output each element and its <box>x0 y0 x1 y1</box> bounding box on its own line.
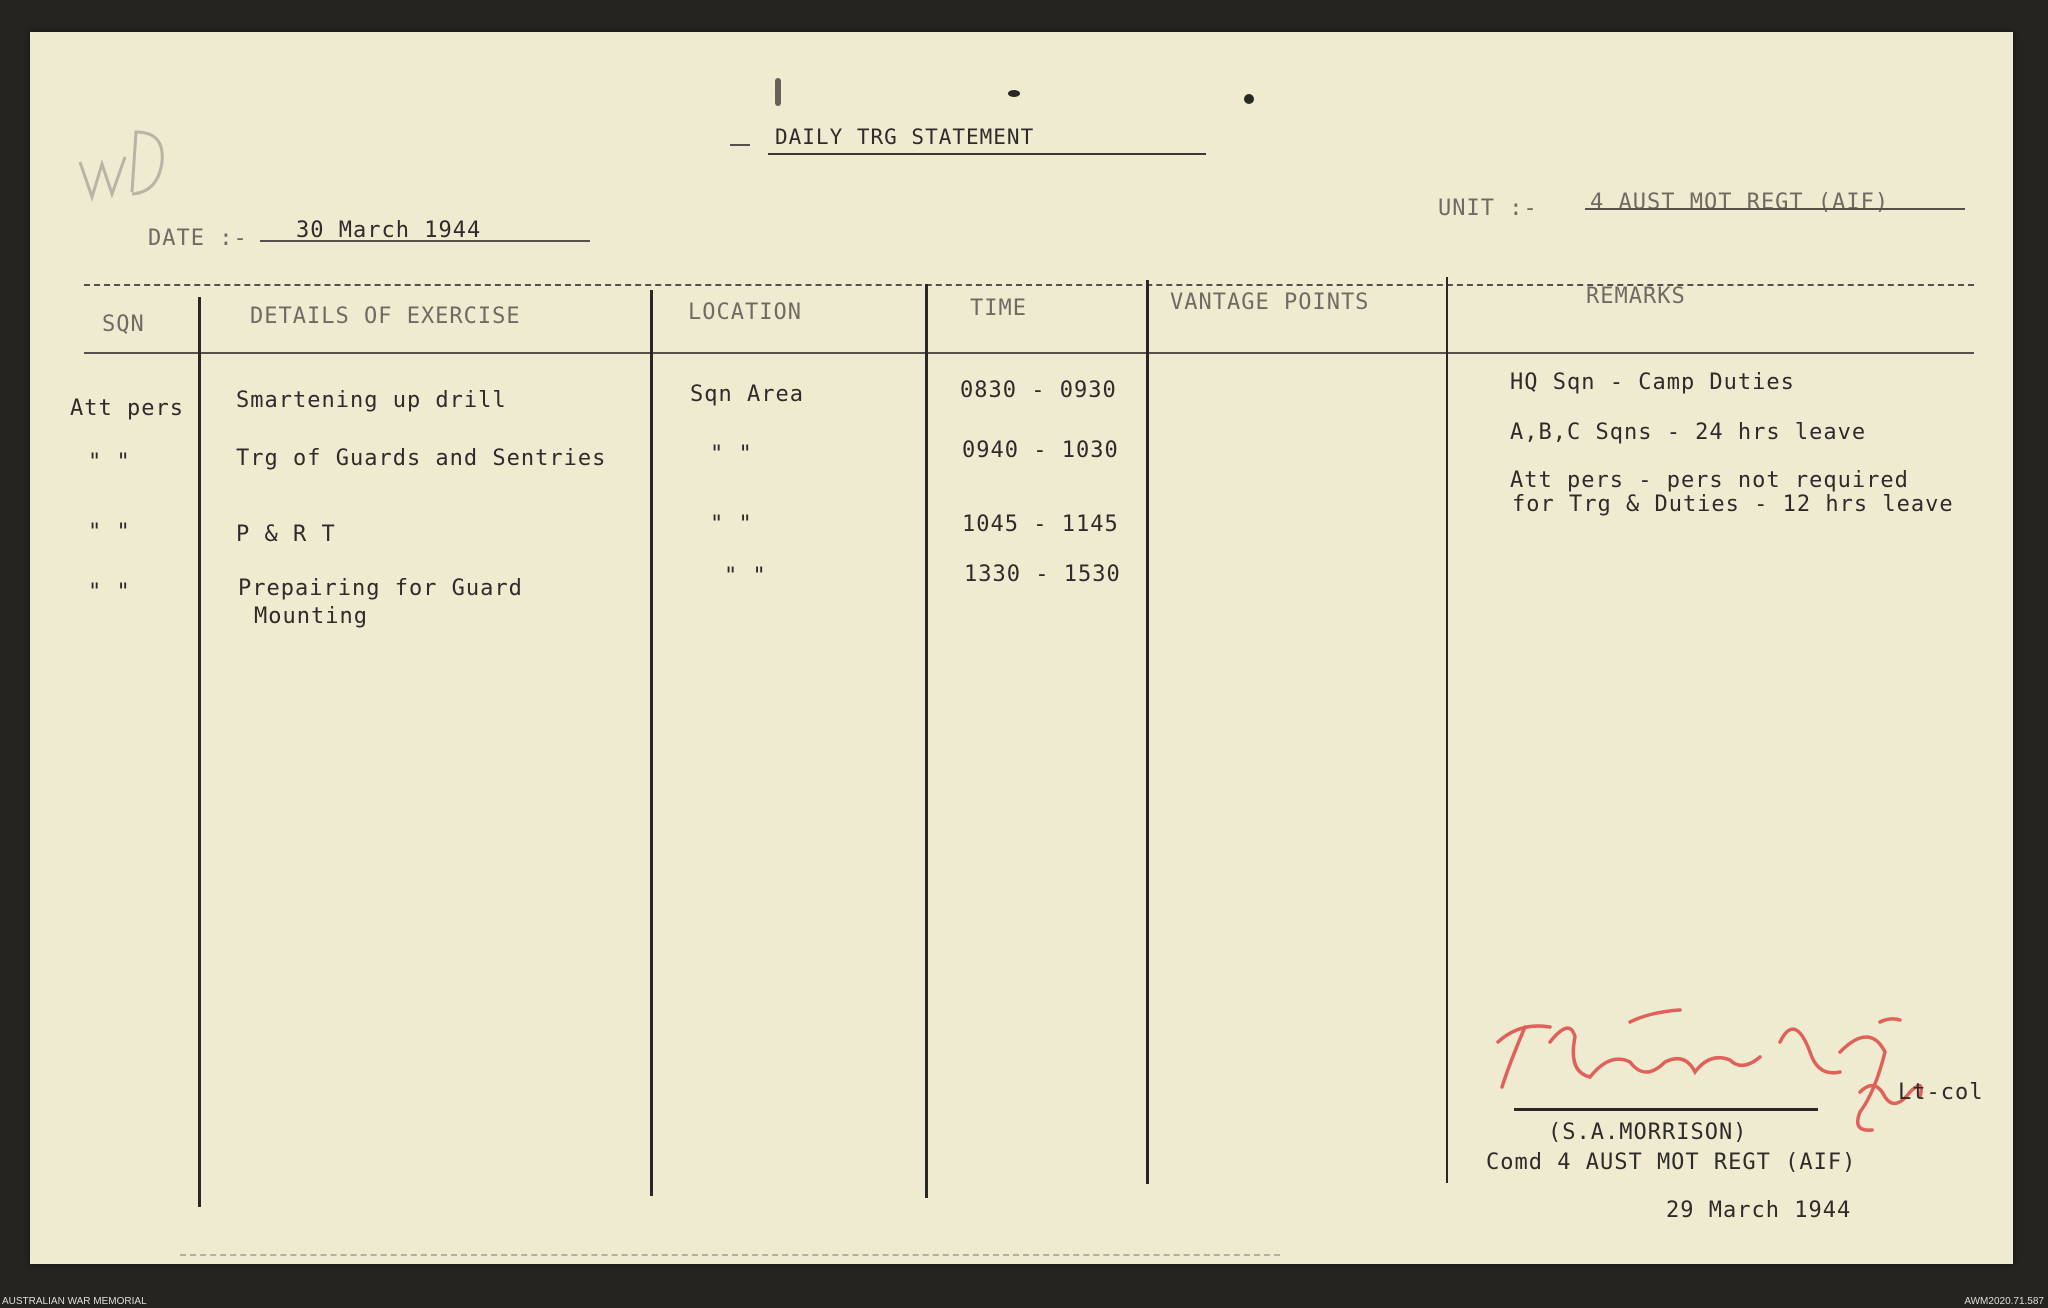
table-row-details-cont: Mounting <box>254 604 368 629</box>
column-header-details: DETAILS OF EXERCISE <box>250 304 521 329</box>
table-row-location: " " <box>710 442 753 467</box>
table-row-time: 0940 - 1030 <box>962 438 1119 463</box>
date-label: DATE :- <box>148 226 248 251</box>
document-page <box>30 32 2013 1264</box>
remarks-line: Att pers - pers not required <box>1510 468 1909 493</box>
table-row-sqn: " " <box>88 450 131 475</box>
footer-right-caption: AWM2020.71.587 <box>1964 1296 2044 1307</box>
title-dash <box>730 144 750 146</box>
title-underline <box>768 153 1206 155</box>
unit-label: UNIT :- <box>1438 196 1538 221</box>
table-row-location: Sqn Area <box>690 382 804 407</box>
unit-value: 4 AUST MOT REGT (AIF) <box>1590 190 1890 215</box>
column-divider <box>650 290 653 1196</box>
column-header-sqn: SQN <box>102 312 145 337</box>
column-divider <box>925 284 928 1198</box>
remarks-line: for Trg & Duties - 12 hrs leave <box>1512 492 1954 517</box>
column-divider <box>1146 280 1149 1184</box>
table-row-details: Prepairing for Guard <box>238 576 523 601</box>
table-row-sqn: " " <box>88 580 131 605</box>
table-row-details: Smartening up drill <box>236 388 507 413</box>
remarks-line: A,B,C Sqns - 24 hrs leave <box>1510 420 1867 445</box>
column-header-vantage: VANTAGE POINTS <box>1170 290 1370 315</box>
table-row-location: " " <box>724 564 767 589</box>
column-header-remarks: REMARKS <box>1586 284 1686 309</box>
column-header-time: TIME <box>970 296 1027 321</box>
table-row-time: 0830 - 0930 <box>960 378 1117 403</box>
column-divider <box>1446 277 1448 1183</box>
table-row-sqn: " " <box>88 520 131 545</box>
column-header-location: LOCATION <box>688 300 802 325</box>
remarks-line: HQ Sqn - Camp Duties <box>1510 370 1795 395</box>
footer-left-caption: AUSTRALIAN WAR MEMORIAL <box>2 1296 147 1307</box>
pencil-annotation <box>70 102 190 212</box>
table-top-rule <box>84 284 1974 286</box>
punch-mark <box>1008 90 1020 97</box>
punch-mark <box>775 78 781 106</box>
column-divider <box>198 297 201 1207</box>
signature-rank: Lt-col <box>1898 1080 1984 1105</box>
bottom-smudge <box>180 1254 1280 1256</box>
signature-line <box>1514 1108 1818 1111</box>
table-row-time: 1330 - 1530 <box>964 562 1121 587</box>
table-row-details: Trg of Guards and Sentries <box>236 446 607 471</box>
document-title: DAILY TRG STATEMENT <box>775 125 1035 149</box>
unit-underline <box>1585 208 1965 210</box>
table-header-rule <box>84 352 1974 354</box>
signature-name: (S.A.MORRISON) <box>1548 1120 1748 1145</box>
date-underline <box>260 240 590 242</box>
signature-date: 29 March 1944 <box>1666 1198 1852 1223</box>
table-row-sqn: Att pers <box>70 396 184 421</box>
signature-appointment: Comd 4 AUST MOT REGT (AIF) <box>1486 1150 1857 1175</box>
table-row-location: " " <box>710 512 753 537</box>
table-row-time: 1045 - 1145 <box>962 512 1119 537</box>
punch-mark <box>1244 94 1254 104</box>
date-value: 30 March 1944 <box>296 218 482 243</box>
table-row-details: P & R T <box>236 522 336 547</box>
